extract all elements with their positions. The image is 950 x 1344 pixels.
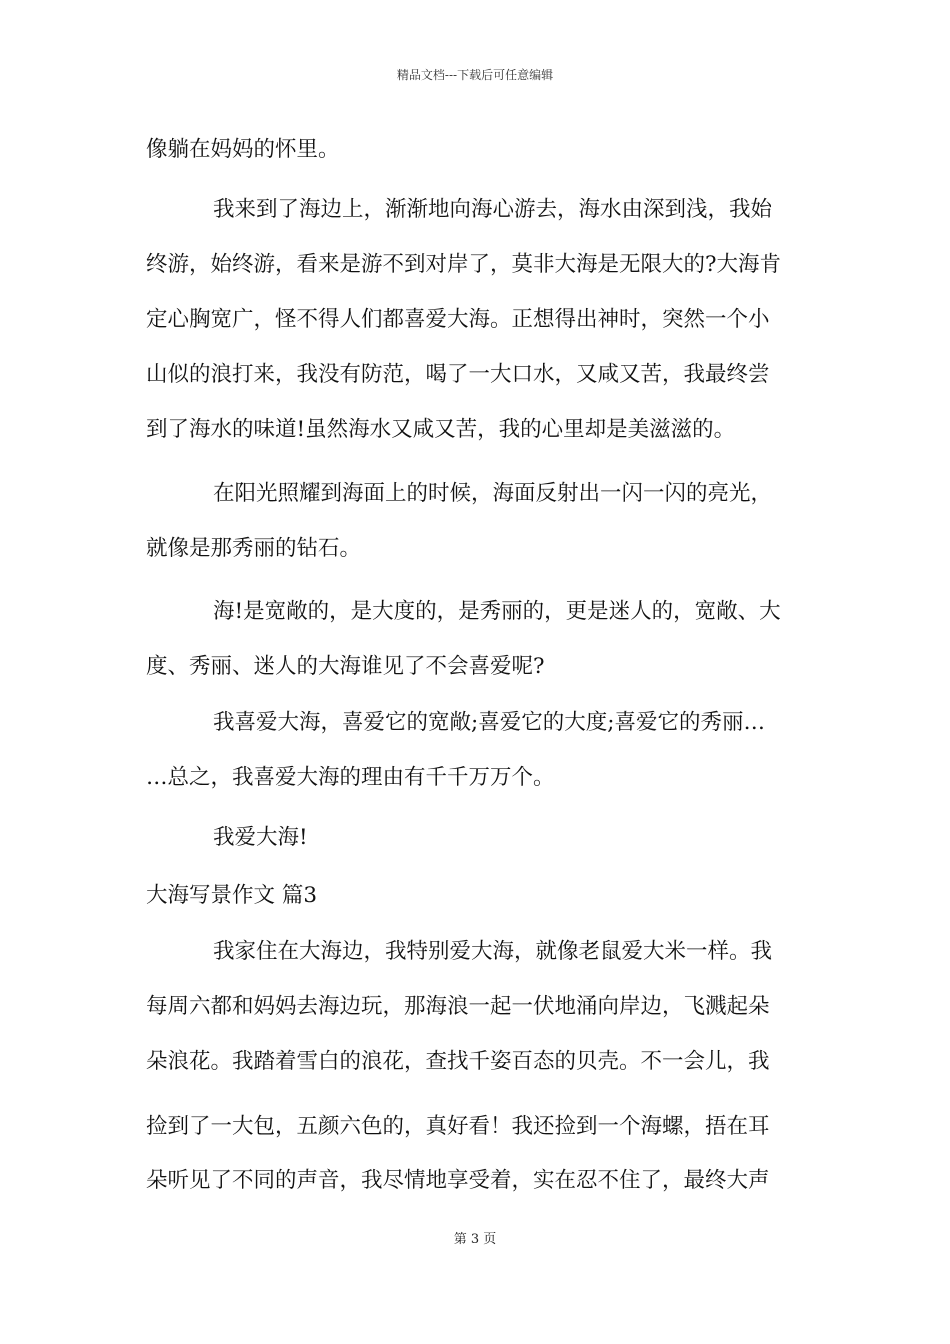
text-line: 我来到了海边上，渐渐地向海心游去，海水由深到浅，我始 [213,197,773,222]
text-line: 海!是宽敞的，是大度的，是秀丽的，更是迷人的，宽敞、大 [213,599,781,624]
text-line: 我爱大海! [213,825,308,850]
text-line: 朵浪花。我踏着雪白的浪花，查找千姿百态的贝壳。不一会儿，我 [146,1049,770,1074]
text-line: 度、秀丽、迷人的大海谁见了不会喜爱呢? [146,654,545,679]
text-line: 像躺在妈妈的怀里。 [146,137,340,162]
text-line: 每周六都和妈妈去海边玩，那海浪一起一伏地涌向岸边，飞溅起朵 [146,994,770,1019]
text-line: 到了海水的味道!虽然海水又咸又苦，我的心里却是美滋滋的。 [146,417,736,442]
text-line: 我喜爱大海，喜爱它的宽敞;喜爱它的大度;喜爱它的秀丽… [213,710,765,735]
text-line: 山似的浪打来，我没有防范，喝了一大口水，又咸又苦，我最终尝 [146,362,770,387]
text-line: 就像是那秀丽的钻石。 [146,536,362,561]
text-line: 终游，始终游，看来是游不到对岸了，莫非大海是无限大的?大海肯 [146,252,782,277]
text-line: 在阳光照耀到海面上的时候，海面反射出一闪一闪的亮光， [213,481,773,506]
text-line: …总之，我喜爱大海的理由有千千万万个。 [146,765,555,790]
page-header: 精品文档---下载后可任意编辑 [396,68,554,82]
page-number: 第 3 页 [453,1232,497,1247]
section-heading: 大海写景作文 篇3 [146,883,318,908]
text-line: 朵听见了不同的声音，我尽情地享受着，实在忍不住了，最终大声 [146,1168,770,1193]
text-line: 我家住在大海边，我特别爱大海，就像老鼠爱大米一样。我 [213,939,773,964]
text-line: 定心胸宽广，怪不得人们都喜爱大海。正想得出神时，突然一个小 [146,307,770,332]
text-line: 捡到了一大包，五颜六色的，真好看！我还捡到一个海螺，捂在耳 [146,1114,770,1139]
